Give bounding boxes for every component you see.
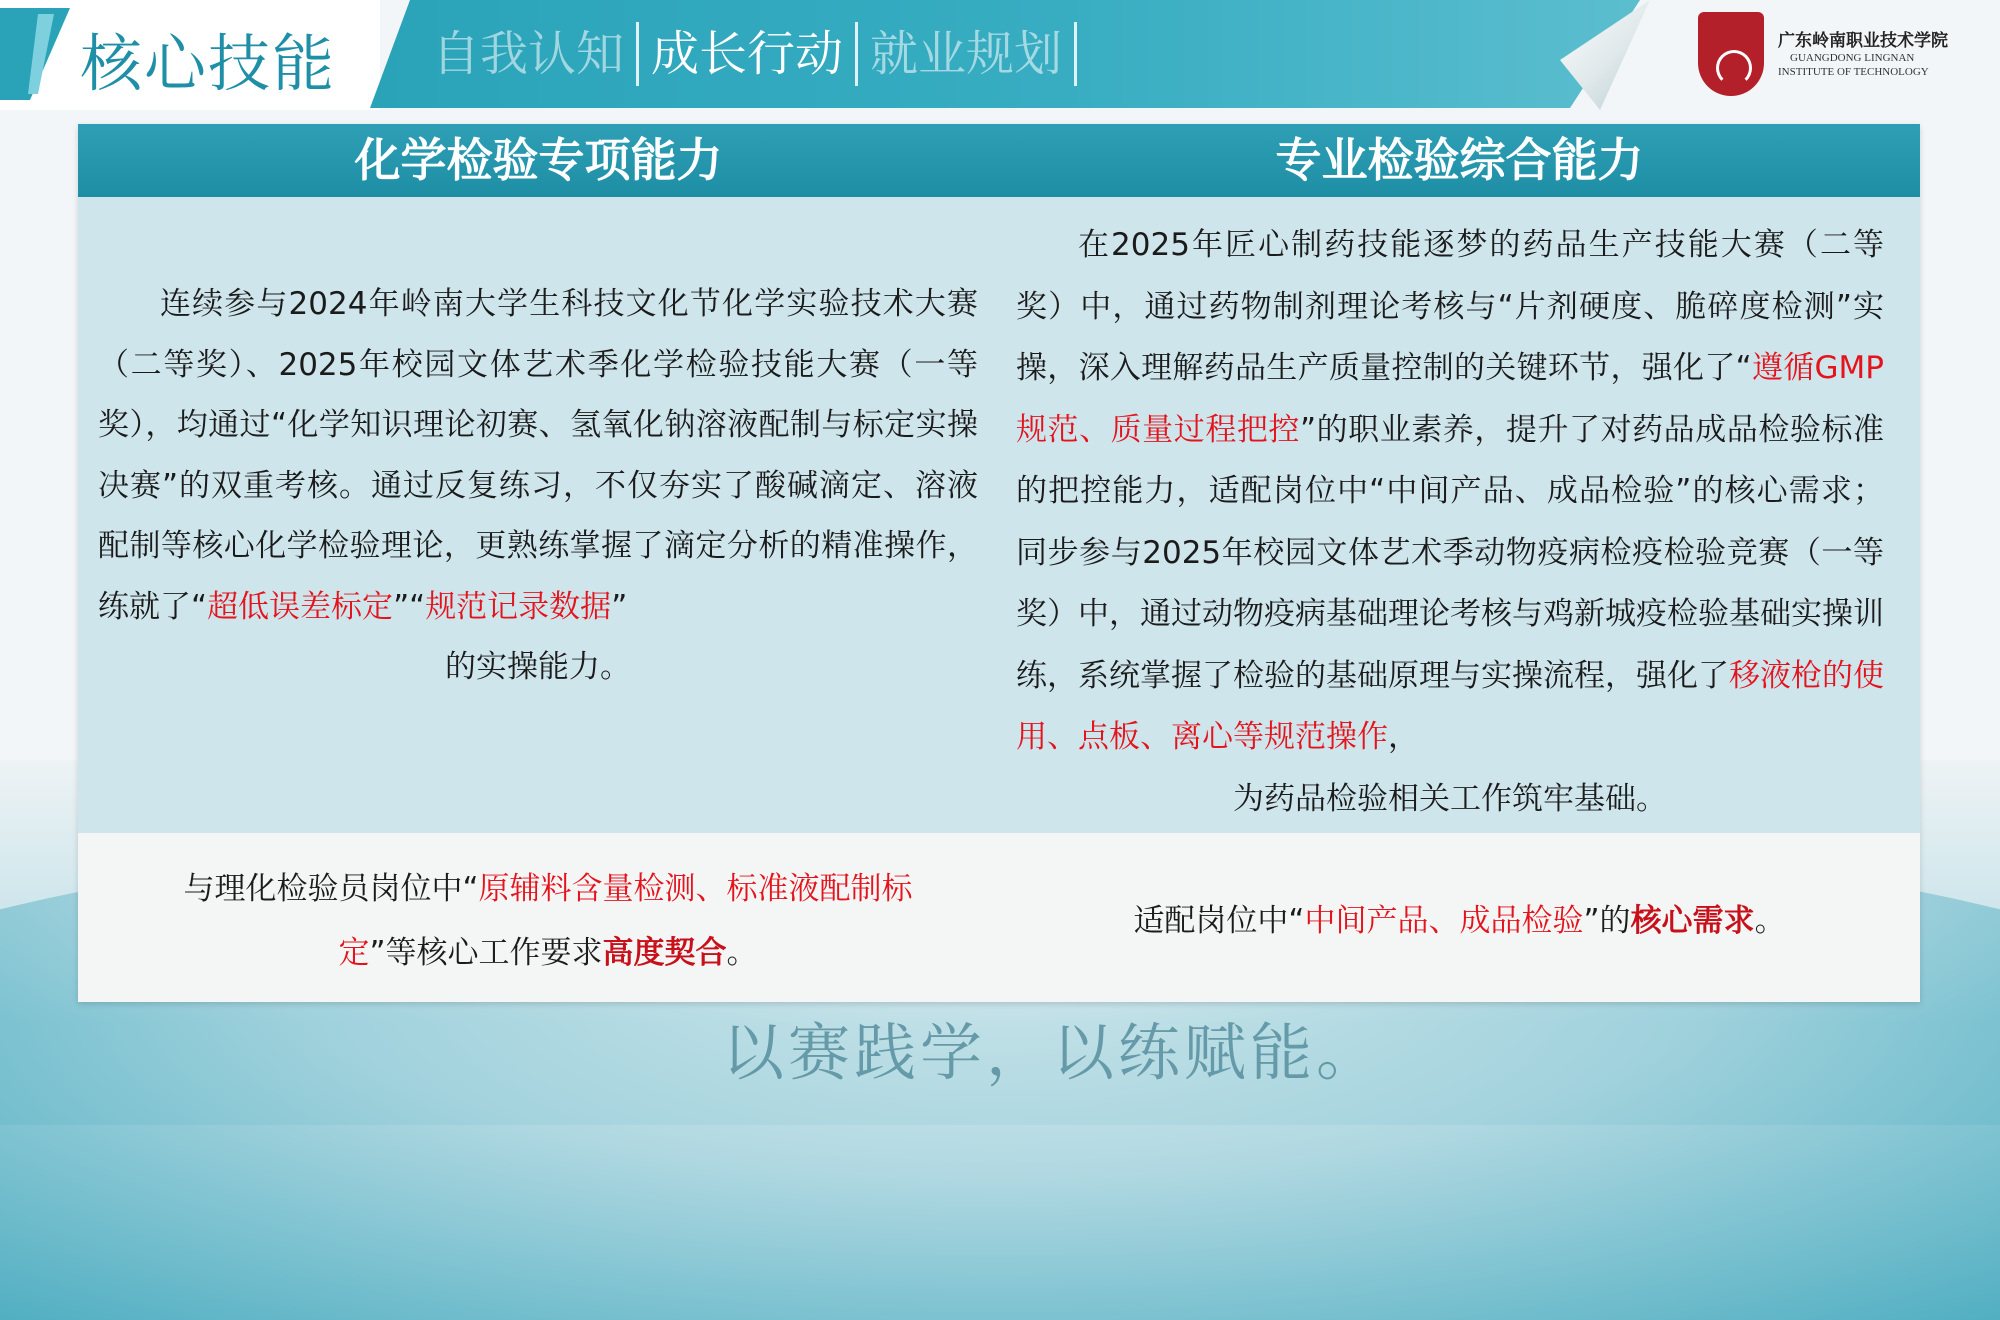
foot-left-text-1: 与理化检验员岗位中“ bbox=[183, 871, 479, 907]
foot-right-text-3: 。 bbox=[1754, 903, 1786, 939]
right-text-4: 为药品检验相关工作筑牢基础。 bbox=[1233, 780, 1667, 817]
foot-right-bold: 核心需求 bbox=[1630, 903, 1755, 939]
foot-left-text-2: ”等核心工作要求 bbox=[369, 935, 603, 971]
left-footer-text bbox=[148, 857, 948, 985]
logo-name-en-2: INSTITUTE OF TECHNOLOGY bbox=[1778, 66, 1929, 78]
right-column-title: 专业检验综合能力 bbox=[1275, 133, 1644, 187]
foot-right-text-1: 适配岗位中“ bbox=[1133, 903, 1305, 939]
nav-item-career-plan[interactable]: 就业规划 bbox=[870, 26, 1063, 82]
logo-name-en-1: GUANGDONG LINGNAN bbox=[1790, 52, 1915, 64]
left-highlight-1: 超低误差标定 bbox=[207, 588, 394, 625]
left-text-4: 的实操能力。 bbox=[445, 649, 631, 685]
left-description bbox=[98, 274, 978, 698]
logo-name-cn: 广东岭南职业技术学院 bbox=[1778, 31, 1948, 51]
left-highlight-2: 规范记录数据 bbox=[425, 588, 612, 625]
right-footer-text bbox=[999, 889, 1920, 953]
right-description bbox=[1016, 215, 1884, 830]
card-header bbox=[78, 124, 1920, 197]
section-nav bbox=[420, 22, 1077, 86]
foot-right-text-2: ”的 bbox=[1583, 903, 1631, 939]
left-column-title: 化学检验专项能力 bbox=[354, 133, 723, 187]
left-text-2: ”“ bbox=[393, 588, 426, 625]
foot-right-highlight: 中间产品、成品检验 bbox=[1304, 903, 1584, 939]
college-logo bbox=[1690, 12, 1990, 102]
right-highlight-2: 移液枪的使用、点板、离心等规范操作 bbox=[1016, 657, 1884, 755]
nav-item-self-awareness[interactable]: 自我认知 bbox=[432, 26, 625, 82]
foot-left-bold: 高度契合 bbox=[602, 935, 727, 971]
left-text-1: 连续参与2024年岭南大学生科技文化节化学实验技术大赛（二等奖）、2025年校园文体艺术季化学检验技能大赛（一等奖），均通过“化学知识理论初赛、氢氧化钠溶液配制与标定实操决赛”的双重考核。通过反复练习，不仅夯实了酸碱滴定、溶液配制等核心化学检验理论，更熟练掌握了滴定分析的精准操作，练就了“ bbox=[98, 286, 978, 625]
nav-item-growth-action[interactable]: 成长行动 bbox=[651, 26, 844, 82]
right-highlight-1: 遵循GMP规范、质量过程把控 bbox=[1016, 350, 1884, 448]
right-text-1: 在2025年匠心制药技能逐梦的药品生产技能大赛（二等奖）中，通过药物制剂理论考核与“片剂硬度、脆碎度检测”实操，深入理解药品生产质量控制的关键环节，强化了“ bbox=[1016, 227, 1884, 386]
slogan: 以赛践学，以练赋能。 bbox=[722, 1016, 1383, 1089]
foot-left-highlight: 原辅料含量检测、标准液配制标定 bbox=[338, 871, 913, 971]
nav-divider bbox=[1074, 22, 1077, 86]
shield-icon bbox=[1698, 12, 1764, 96]
foot-left-text-3: 。 bbox=[726, 935, 758, 971]
emblem-icon bbox=[1716, 50, 1752, 86]
right-text-2: ”的职业素养，提升了对药品成品检验标准的把控能力，适配岗位中“中间产品、成品检验”的核心需求；同步参与2025年校园文体艺术季动物疫病检疫检验竞赛（一等奖）中，通过动物疫病基础理论考核与鸡新城疫检验基础实操训练，系统掌握了检验的基础原理与实操流程，强化了 bbox=[1016, 411, 1885, 694]
page-title: 核心技能 bbox=[80, 27, 337, 100]
right-text-3: ， bbox=[1388, 719, 1419, 755]
left-text-3: ” bbox=[611, 588, 628, 625]
header bbox=[0, 0, 2000, 110]
skills-card bbox=[78, 124, 1920, 1002]
